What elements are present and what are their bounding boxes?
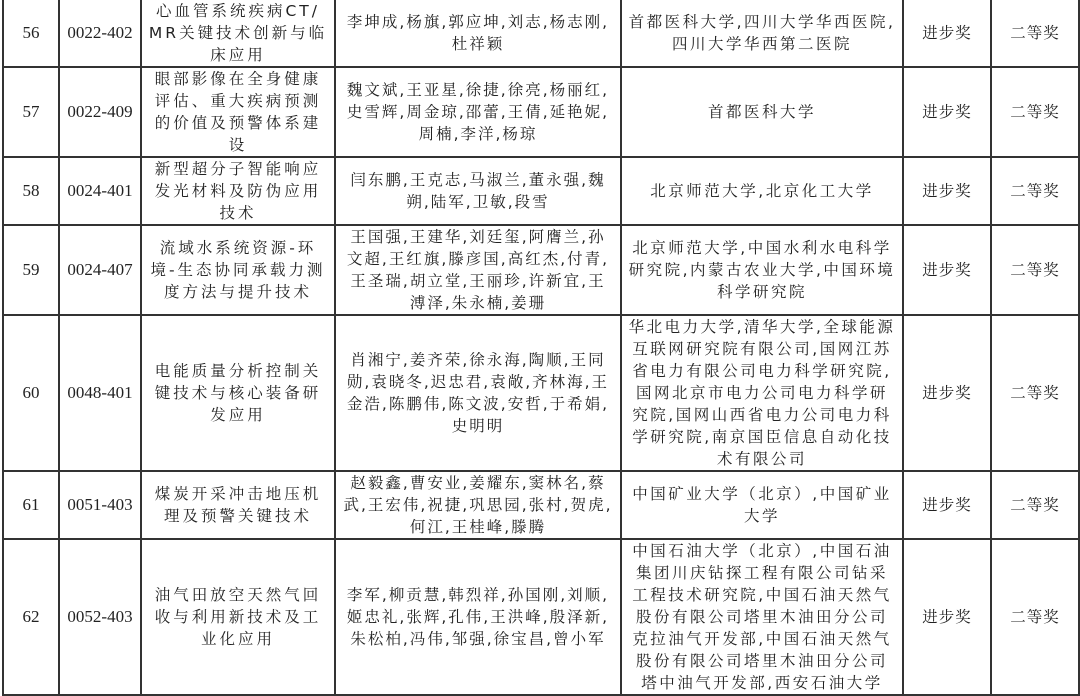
award-type: 进步奖 [903, 315, 991, 471]
row-number: 58 [3, 157, 59, 225]
project-name: 流域水系统资源-环境-生态协同承载力测度方法与提升技术 [141, 225, 335, 315]
project-name: 新型超分子智能响应发光材料及防伪应用技术 [141, 157, 335, 225]
award-table [2, 0, 1080, 696]
project-code: 0024-401 [59, 157, 141, 225]
project-name: 心血管系统疾病CT/MR关键技术创新与临床应用 [141, 0, 335, 67]
team-members: 闫东鹏,王克志,马淑兰,董永强,魏朔,陆军,卫敏,段雪 [335, 157, 621, 225]
row-number: 59 [3, 225, 59, 315]
award-level: 二等奖 [991, 0, 1079, 67]
row-number: 57 [3, 67, 59, 157]
award-type: 进步奖 [903, 157, 991, 225]
award-level: 二等奖 [991, 157, 1079, 225]
row-number: 60 [3, 315, 59, 471]
institutions: 中国矿业大学（北京）,中国矿业大学 [621, 471, 903, 539]
award-level: 二等奖 [991, 67, 1079, 157]
project-name: 眼部影像在全身健康评估、重大疾病预测的价值及预警体系建设 [141, 67, 335, 157]
institutions: 北京师范大学,中国水利水电科学研究院,内蒙古农业大学,中国环境科学研究院 [621, 225, 903, 315]
project-name: 煤炭开采冲击地压机理及预警关键技术 [141, 471, 335, 539]
table-row [3, 157, 1079, 225]
institutions: 中国石油大学（北京）,中国石油集团川庆钻探工程有限公司钻采工程技术研究院,中国石油天然气股份有限公司塔里木油田分公司克拉油气开发部,中国石油天然气股份有限公司塔里木油田分公司塔中油气开发部,西安石油大学 [621, 539, 903, 695]
project-code: 0052-403 [59, 539, 141, 695]
institutions: 北京师范大学,北京化工大学 [621, 157, 903, 225]
award-level: 二等奖 [991, 315, 1079, 471]
project-code: 0022-402 [59, 0, 141, 67]
project-code: 0022-409 [59, 67, 141, 157]
project-code: 0051-403 [59, 471, 141, 539]
award-type: 进步奖 [903, 471, 991, 539]
project-code: 0048-401 [59, 315, 141, 471]
award-type: 进步奖 [903, 0, 991, 67]
team-members: 李坤成,杨旗,郭应坤,刘志,杨志刚,杜祥颖 [335, 0, 621, 67]
row-number: 56 [3, 0, 59, 67]
team-members: 李军,柳贡慧,韩烈祥,孙国刚,刘顺,姬忠礼,张辉,孔伟,王洪峰,殷泽新,朱松柏,冯伟,邹强,徐宝昌,曾小军 [335, 539, 621, 695]
award-type: 进步奖 [903, 67, 991, 157]
table-row [3, 539, 1079, 695]
table-row [3, 67, 1079, 157]
institutions: 首都医科大学 [621, 67, 903, 157]
table-row [3, 315, 1079, 471]
team-members: 王国强,王建华,刘廷玺,阿膺兰,孙文超,王红旗,滕彦国,高红杰,付青,王圣瑞,胡立堂,王丽珍,许新宜,王溥泽,朱永楠,姜珊 [335, 225, 621, 315]
award-type: 进步奖 [903, 539, 991, 695]
institutions: 首都医科大学,四川大学华西医院,四川大学华西第二医院 [621, 0, 903, 67]
award-level: 二等奖 [991, 471, 1079, 539]
award-level: 二等奖 [991, 539, 1079, 695]
table-row [3, 471, 1079, 539]
team-members: 肖湘宁,姜齐荣,徐永海,陶顺,王同勋,袁晓冬,迟忠君,袁敞,齐林海,王金浩,陈鹏伟,陈文波,安哲,于希娟,史明明 [335, 315, 621, 471]
institutions: 华北电力大学,清华大学,全球能源互联网研究院有限公司,国网江苏省电力有限公司电力科学研究院,国网北京市电力公司电力科学研究院,国网山西省电力公司电力科学研究院,南京国臣信息自动化技术有限公司 [621, 315, 903, 471]
table-row [3, 225, 1079, 315]
team-members: 赵毅鑫,曹安业,姜耀东,窦林名,蔡武,王宏伟,祝捷,巩思园,张村,贺虎,何江,王桂峰,滕腾 [335, 471, 621, 539]
team-members: 魏文斌,王亚星,徐捷,徐亮,杨丽红,史雪辉,周金琼,邵蕾,王倩,延艳妮,周楠,李洋,杨琼 [335, 67, 621, 157]
project-code: 0024-407 [59, 225, 141, 315]
row-number: 61 [3, 471, 59, 539]
row-number: 62 [3, 539, 59, 695]
award-type: 进步奖 [903, 225, 991, 315]
project-name: 油气田放空天然气回收与利用新技术及工业化应用 [141, 539, 335, 695]
project-name: 电能质量分析控制关键技术与核心装备研发应用 [141, 315, 335, 471]
table-row [3, 0, 1079, 67]
award-level: 二等奖 [991, 225, 1079, 315]
